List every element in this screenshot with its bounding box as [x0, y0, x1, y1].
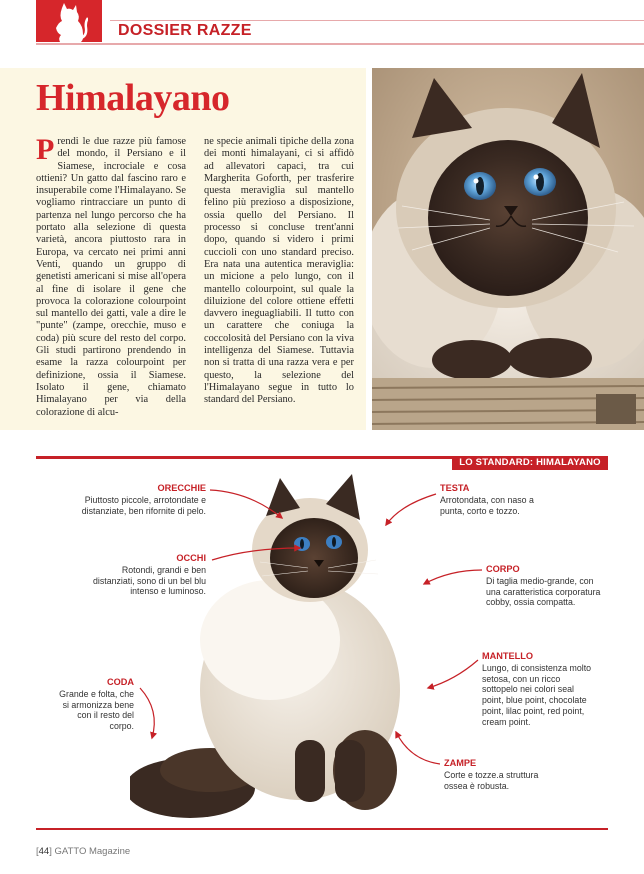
standard-tag: LO STANDARD: HIMALAYANO [452, 456, 608, 470]
sitting-cat-photo [130, 470, 460, 830]
page-footer [36, 846, 130, 857]
section-badge [36, 0, 102, 42]
magazine-name: GATTO Magazine [54, 846, 131, 857]
label-corpo [486, 564, 604, 608]
article-column-1 [36, 133, 186, 419]
article-panel [0, 68, 366, 430]
cat-silhouette-icon [50, 2, 88, 42]
header-rule-bottom [36, 43, 644, 45]
label-coda [52, 677, 134, 732]
page-header [0, 0, 644, 44]
label-occhi [90, 553, 206, 597]
label-mantello [482, 651, 594, 728]
label-zampe [444, 758, 556, 791]
section-title: DOSSIER RAZZE [118, 22, 252, 39]
label-zampe-text: Corte e tozze.a struttura ossea è robusta. [444, 769, 539, 791]
label-testa-text: Arrotondata, con naso a punta, corto e tozzo. [440, 494, 534, 516]
label-testa-title: TESTA [440, 483, 470, 493]
article-text-2: ne specie animali tipiche della zona dei monti himalayani, ci si affidò ad allevatori capaci, tra cui Margherita Goforth, per trasferire questa meraviglia sul mantello felino più prezioso a disposizione, ossia quello del Persiano. Il processo si concluse trent'anni dopo, quando si videro i primi cuccioli con uno standard preciso. Era nata una autentica meraviglia: un micione a pelo lungo, con il mantello colourpoint, sul quale la diluizione del colore ottiene effetti davvero ineguagliabili. Il tutto con un carattere che coniuga la coccolosità del Persiano con la viva intelligenza del Siamese. Tuttavia non si tratta di una razza vera e per questo, la selezione del l'Himalayano segue in tutto lo standard del Persiano. [204, 136, 354, 406]
article-title: Himalayano [36, 77, 230, 119]
label-testa [440, 483, 550, 516]
label-mantello-text: Lungo, di consistenza molto setosa, con un ricco sottopelo nei colori seal point, blue point, chocolate point, lilac point, red point, cream point. [482, 662, 592, 727]
label-corpo-title: CORPO [486, 564, 520, 574]
label-coda-title: CODA [106, 677, 134, 687]
article-column-2 [204, 136, 354, 407]
header-rule-top [110, 20, 644, 21]
label-orecchie [56, 483, 206, 516]
label-orecchie-text: Piuttosto piccole, arrotondate e distanziate, ben rifornite di pelo. [81, 494, 206, 516]
label-corpo-text: Di taglia medio-grande, con una caratteristica corporatura cobby, ossia compatta. [486, 575, 601, 608]
footer-rule [36, 828, 608, 830]
drop-cap: P [36, 133, 55, 166]
himalayan-cat-photo [372, 68, 644, 430]
footer-bracket-close: ] [49, 846, 52, 857]
label-zampe-title: ZAMPE [444, 758, 477, 768]
article-text-1: rendi le due razze più famose del mondo, il Persiano e il Siamese, incrociale e cosa ottieni? Un gatto dal fascino raro e insuperabile come l'Himalayano. Se vogliamo rintracciare un punto di partenza nel lungo percorso che ha portato alla selezione di questa varietà, ancora piuttosto rara in Europa, va cercato nei primi anni Venti, quando un gruppo di genetisti americani si mise all'opera al fine di isolare il gene che provoca la colorazione colourpoint sul mantello dei gatti, vale a dire le "punte" (zampe, orecchie, muso e coda) più scure del resto del corpo. Gli studi partirono prendendo in esame la razza colourpoint per definizione, ossia il Siamese. Isolato il gene, chiamato Himalayano per via della colorazione di alcu- [36, 136, 186, 418]
label-occhi-title: OCCHI [176, 553, 206, 563]
label-orecchie-title: ORECCHIE [157, 483, 206, 493]
label-occhi-text: Rotondi, grandi e ben distanziati, sono di un bel blu intenso e luminoso. [93, 564, 206, 597]
label-mantello-title: MANTELLO [482, 651, 534, 661]
footer-bracket-open: [ [36, 846, 39, 857]
page-number: 44 [38, 846, 50, 857]
label-coda-text: Grande e folta, che si armonizza bene con il resto del corpo. [59, 688, 134, 732]
